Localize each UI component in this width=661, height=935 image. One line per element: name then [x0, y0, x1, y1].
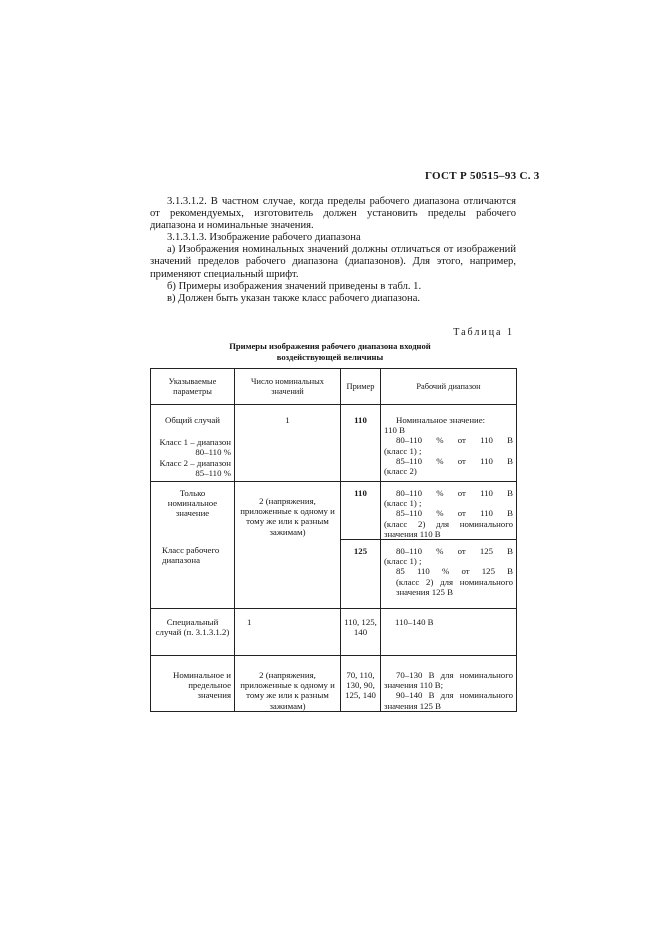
header-range: Рабочий диапазон: [381, 369, 517, 405]
cell-special-example: 110, 125, 140: [341, 609, 381, 656]
general-class2: Класс 2 – диапазон 85–110 %: [159, 457, 231, 478]
table-row-general: [151, 405, 517, 482]
cell-nominal-count: 2 (напряжения, приложенные к одному и тому же или к разным зажимам): [235, 482, 341, 609]
r2c: от: [457, 455, 466, 466]
a1: 80–110: [396, 488, 423, 498]
c5: В: [507, 546, 513, 557]
a4: 110: [480, 488, 493, 498]
table-row-special: [151, 609, 517, 656]
nominal-c-class: (класс 1) ;: [384, 556, 422, 567]
d1: 85: [396, 566, 405, 577]
paragraph-b: б) Примеры изображения значений приведены в табл. 1.: [167, 280, 422, 292]
nominal-param-class: Класс рабочего диапазона: [162, 544, 220, 565]
cell-nominal-range-110: [381, 482, 517, 540]
paragraph-a: а) Изображения номинальных значений должны отличаться от изображений значений пределов рабочего диапазона (диапазонов). Для этого, например, применяют специальный шрифт.: [150, 244, 516, 280]
header-params: Указываемые параметры: [151, 369, 235, 405]
cell-general-count: 1: [235, 405, 341, 482]
range-examples-table: [150, 368, 517, 712]
paragraph-3-1-3-1-3: 3.1.3.1.3. Изображение рабочего диапазона: [167, 232, 361, 244]
general-range-line2: [384, 456, 513, 466]
general-range-nominal-val: 110 В: [384, 425, 405, 436]
cell-nominal-range-125: [381, 540, 517, 609]
d4: от: [461, 566, 470, 577]
c4: 125: [479, 546, 494, 557]
a5: В: [507, 488, 513, 498]
r2d: 110: [480, 455, 493, 466]
general-range-class1: (класс 1) ;: [384, 445, 422, 456]
r1c: от: [457, 435, 466, 446]
nominal-d-note: (класс 2) для номинального значения 125 В: [396, 576, 513, 597]
nominal-a-line: [384, 488, 513, 498]
d5: 125: [481, 566, 495, 577]
nominal-b-note: (класс 2) для номинального значения 110 В: [384, 518, 513, 539]
paragraph-c: в) Должен быть указан также класс рабочего диапазона.: [167, 292, 421, 304]
nominal-a-class: (класс 1) ;: [384, 498, 422, 509]
cell-nominal-example-110: 110: [341, 482, 381, 540]
general-range-nominal: Номинальное значение:: [396, 415, 486, 425]
r2e: В: [507, 455, 513, 466]
b4: 110: [480, 508, 493, 519]
c1: 80–110: [396, 546, 423, 557]
table-row-nominal-limit: [151, 656, 517, 712]
d3: %: [441, 566, 450, 577]
cell-special-param: Специальный случай (п. 3.1.3.1.2): [151, 609, 235, 656]
general-range-line1: [384, 435, 513, 445]
nominal-b-line: [384, 508, 513, 518]
general-class1: Класс 1 – диапазон 80–110 %: [159, 437, 231, 458]
cell-limit-range: [381, 656, 517, 712]
cell-special-count: 1: [235, 609, 341, 656]
r1d: 110: [480, 435, 493, 446]
nominal-d-line: [384, 566, 513, 576]
page-header: ГОСТ Р 50515–93 С. 3: [425, 170, 540, 182]
general-range-class2: (класс 2): [384, 466, 417, 477]
cell-nominal-param: [151, 482, 235, 609]
r1a: 80–110: [396, 435, 423, 446]
limit-range2: 90–140 В для номинального значения 125 В: [384, 690, 513, 711]
cell-limit-param: Номинальное и предельное значения: [151, 656, 235, 712]
paragraph-3-1-3-1-2: 3.1.3.1.2. В частном случае, когда пределы рабочего диапазона отличаются от рекомендуемых, изготовитель должен установить пределы рабочего диапазона и номинальные значения.: [150, 196, 516, 232]
r1e: В: [507, 435, 513, 446]
header-example: Пример: [341, 369, 381, 405]
header-count: Число номинальных значений: [235, 369, 341, 405]
cell-general-example: 110: [341, 405, 381, 482]
cell-limit-example: 70, 110, 130, 90, 125, 140: [341, 656, 381, 712]
r1b: %: [436, 435, 444, 446]
table-caption: Примеры изображения рабочего диапазона входной воздействующей величины: [229, 341, 431, 362]
general-param-title: Общий случай: [165, 415, 220, 425]
limit-range1: 70–130 В для номинального значения 110 В;: [384, 670, 513, 691]
b2: %: [436, 508, 444, 519]
d6: В: [507, 566, 513, 577]
nominal-param-title: Только номинальное значение: [167, 488, 218, 519]
a2: %: [436, 488, 444, 498]
b5: В: [507, 508, 513, 519]
b3: от: [457, 508, 466, 519]
table-header-row: [151, 369, 517, 405]
c2: %: [436, 546, 444, 557]
d2: 110: [416, 566, 430, 577]
b1: 85–110: [396, 508, 423, 519]
nominal-c-line: [384, 546, 513, 556]
body-text: [150, 196, 516, 305]
table-row-nominal-110: [151, 482, 517, 540]
a3: от: [457, 488, 466, 498]
cell-general-range: [381, 405, 517, 482]
cell-nominal-example-125: 125: [341, 540, 381, 609]
r2b: %: [436, 455, 444, 466]
r2a: 85–110: [396, 455, 423, 466]
cell-limit-count: 2 (напряжения, приложенные к одному и тому же или к разным зажимам): [235, 656, 341, 712]
cell-general-param: [151, 405, 235, 482]
c3: от: [457, 546, 466, 557]
cell-special-range: 110–140 В: [381, 609, 517, 656]
table-label: Таблица 1: [453, 327, 514, 338]
